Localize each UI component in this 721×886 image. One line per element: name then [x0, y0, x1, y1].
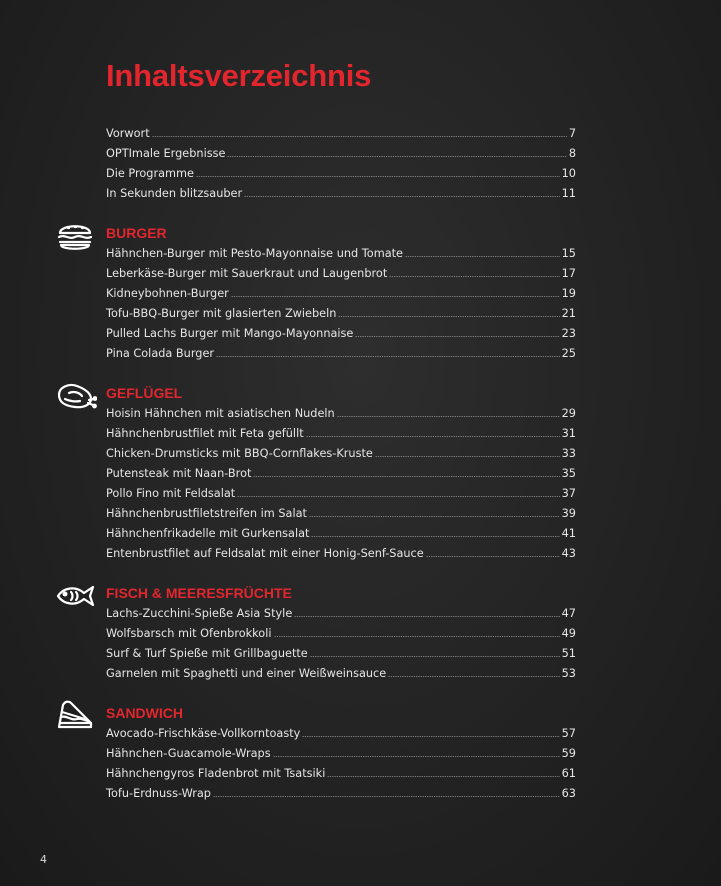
toc-entry[interactable]: [106, 184, 576, 204]
toc-entry[interactable]: [106, 244, 576, 264]
toc-entry[interactable]: [106, 304, 576, 324]
fish-icon: [55, 582, 97, 610]
toc-entry-title: Hähnchen-Guacamole-Wraps: [106, 747, 271, 760]
dot-leader: [294, 616, 559, 617]
toc-entry-title: Pulled Lachs Burger mit Mango-Mayonnaise: [106, 327, 354, 340]
dot-leader: [355, 336, 559, 337]
toc-entry[interactable]: [106, 164, 576, 184]
toc-entry-page: 21: [561, 307, 576, 320]
toc-entry-title: Hähnchenbrustfiletstreifen im Salat: [106, 507, 307, 520]
toc-entry-title: Entenbrustfilet auf Feldsalat mit einer Honig-Senf-Sauce: [106, 547, 424, 560]
toc-entry[interactable]: [106, 264, 576, 284]
toc-entry-title: Surf & Turf Spieße mit Grillbaguette: [106, 647, 308, 660]
toc-entry-page: 37: [561, 487, 576, 500]
toc-entry[interactable]: [106, 744, 576, 764]
toc-entry[interactable]: [106, 344, 576, 364]
toc-entry-title: Hoisin Hähnchen mit asiatischen Nudeln: [106, 407, 335, 420]
toc-entry-page: 33: [561, 447, 576, 460]
toc-entry-title: Tofu-BBQ-Burger mit glasierten Zwiebeln: [106, 307, 337, 320]
toc-entry-title: Tofu-Erdnuss-Wrap: [106, 787, 211, 800]
toc-entry[interactable]: [106, 424, 576, 444]
toc-entry[interactable]: [106, 404, 576, 424]
dot-leader: [311, 536, 559, 537]
toc-entry-page: 47: [561, 607, 576, 620]
toc-entry-page: 15: [561, 247, 576, 260]
toc-entry-title: Wolfsbarsch mit Ofenbrokkoli: [106, 627, 272, 640]
toc-entry[interactable]: [106, 144, 576, 164]
toc-entry-page: 17: [561, 267, 576, 280]
toc-entry-title: Putensteak mit Naan-Brot: [106, 467, 252, 480]
toc-entry-page: 61: [561, 767, 576, 780]
toc-entry[interactable]: [106, 124, 576, 144]
dot-leader: [405, 256, 560, 257]
toc-entry-title: Die Programme: [106, 167, 194, 180]
section-title-fish: FISCH & MEERESFRÜCHTE: [106, 585, 292, 601]
toc-entry[interactable]: [106, 604, 576, 624]
toc-entry[interactable]: [106, 284, 576, 304]
page-title: Inhaltsverzeichnis: [106, 58, 372, 93]
dot-leader: [388, 676, 559, 677]
toc-entry[interactable]: [106, 444, 576, 464]
toc-entry-title: Chicken-Drumsticks mit BBQ-Cornflakes-Kruste: [106, 447, 373, 460]
dot-leader: [244, 196, 559, 197]
toc-entry-page: 35: [561, 467, 576, 480]
dot-leader: [309, 516, 560, 517]
toc-entry-title: OPTImale Ergebnisse: [106, 147, 226, 160]
toc-entry-title: Kidneybohnen-Burger: [106, 287, 229, 300]
chicken-icon: [55, 379, 97, 411]
burger-icon: [55, 219, 95, 253]
dot-leader: [426, 556, 560, 557]
toc-entry-title: Lachs-Zucchini-Spieße Asia Style: [106, 607, 293, 620]
toc-entry-page: 57: [561, 727, 576, 740]
toc-entry[interactable]: [106, 544, 576, 564]
toc-entry-title: Hähnchenbrustfilet mit Feta gefüllt: [106, 427, 304, 440]
dot-leader: [253, 476, 559, 477]
toc-entry-page: 11: [561, 187, 576, 200]
dot-leader: [389, 276, 559, 277]
toc-entry-title: Vorwort: [106, 127, 150, 140]
toc-entry-page: 8: [568, 147, 576, 160]
toc-entry-page: 31: [561, 427, 576, 440]
page-number: 4: [40, 853, 47, 866]
toc-entry[interactable]: [106, 504, 576, 524]
toc-entry-page: 29: [561, 407, 576, 420]
toc-entry-title: Pollo Fino mit Feldsalat: [106, 487, 236, 500]
dot-leader: [327, 776, 559, 777]
toc-entry-title: Hähnchengyros Fladenbrot mit Tsatsiki: [106, 767, 326, 780]
toc-entry-title: Hähnchen-Burger mit Pesto-Mayonnaise und Tomate: [106, 247, 403, 260]
dot-leader: [231, 296, 560, 297]
toc-entry[interactable]: [106, 464, 576, 484]
sandwich-icon: [55, 699, 95, 733]
dot-leader: [306, 436, 560, 437]
dot-leader: [310, 656, 560, 657]
toc-entry-title: In Sekunden blitzsauber: [106, 187, 243, 200]
toc-entry-page: 19: [561, 287, 576, 300]
toc-entry-page: 41: [561, 527, 576, 540]
toc-entry-title: Leberkäse-Burger mit Sauerkraut und Laugenbrot: [106, 267, 388, 280]
toc-entry[interactable]: [106, 624, 576, 644]
toc-entry-page: 59: [561, 747, 576, 760]
toc-entry-title: Hähnchenfrikadelle mit Gurkensalat: [106, 527, 310, 540]
toc-entry-title: Garnelen mit Spaghetti und einer Weißweinsauce: [106, 667, 387, 680]
dot-leader: [375, 456, 560, 457]
toc-entry-page: 49: [561, 627, 576, 640]
section-title-poultry: GEFLÜGEL: [106, 385, 183, 401]
dot-leader: [216, 356, 560, 357]
dot-leader: [338, 316, 559, 317]
toc-entry-page: 43: [561, 547, 576, 560]
toc-entry-page: 10: [561, 167, 576, 180]
section-title-sandwich: SANDWICH: [106, 705, 183, 721]
toc-entry-page: 51: [561, 647, 576, 660]
toc-entry-title: Avocado-Frischkäse-Vollkorntoasty: [106, 727, 301, 740]
toc-entry-page: 53: [561, 667, 576, 680]
dot-leader: [274, 636, 560, 637]
toc-entry[interactable]: [106, 784, 576, 804]
dot-leader: [273, 756, 560, 757]
dot-leader: [213, 796, 560, 797]
dot-leader: [237, 496, 559, 497]
toc-entry[interactable]: [106, 524, 576, 544]
dot-leader: [337, 416, 560, 417]
toc-entry-page: 63: [561, 787, 576, 800]
toc-entry[interactable]: [106, 324, 576, 344]
toc-entry[interactable]: [106, 484, 576, 504]
section-title-burger: BURGER: [106, 225, 167, 241]
toc-entry-title: Pina Colada Burger: [106, 347, 215, 360]
toc-entry[interactable]: [106, 644, 576, 664]
dot-leader: [227, 156, 566, 157]
toc-entry-page: 23: [561, 327, 576, 340]
dot-leader: [196, 176, 560, 177]
toc-entry-page: 39: [561, 507, 576, 520]
dot-leader: [152, 136, 567, 137]
toc-entry[interactable]: [106, 724, 576, 744]
toc-entry[interactable]: [106, 664, 576, 684]
toc-entry-page: 25: [561, 347, 576, 360]
toc-entry[interactable]: [106, 764, 576, 784]
toc-entry-page: 7: [568, 127, 576, 140]
dot-leader: [302, 736, 559, 737]
